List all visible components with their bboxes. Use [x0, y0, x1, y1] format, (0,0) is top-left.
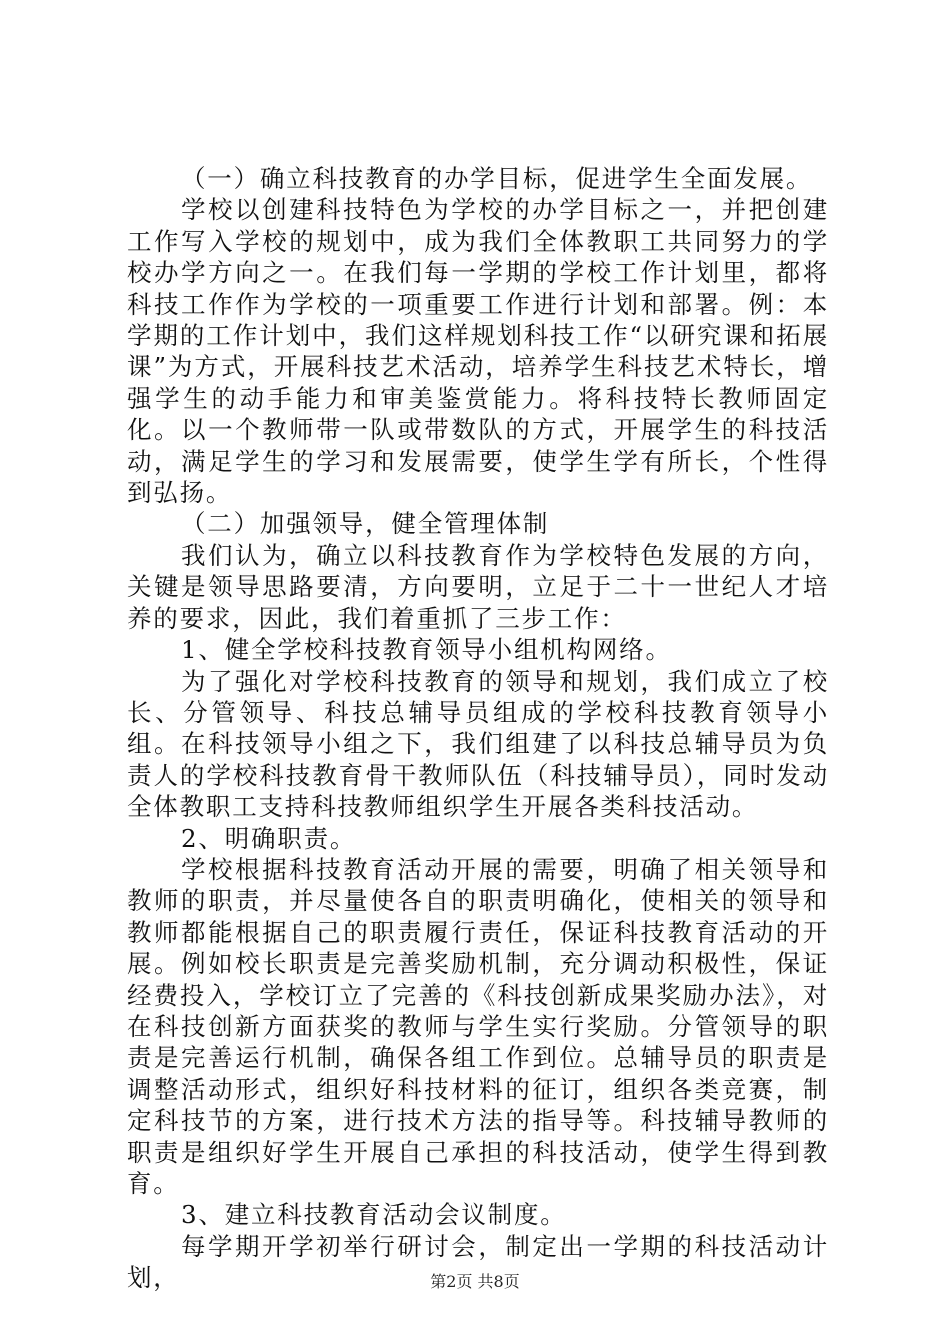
subheading-3: 3、建立科技教育活动会议制度。: [181, 1200, 567, 1230]
paragraph-3: 为了强化对学校科技教育的领导和规划，我们成立了校长、分管领导、科技总辅导员组成的学校科技教育领导小组。在科技领导小组之下，我们组建了以科技总辅导员为负责人的学校科技教育骨干教师队伍（科技辅导员），同时发动全体教职工支持科技教师组织学生开展各类科技活动。: [127, 666, 829, 822]
document-body: [127, 163, 829, 1294]
page-number-label: 第2页 共8页: [430, 1272, 520, 1291]
paragraph-4: 学校根据科技教育活动开展的需要，明确了相关领导和教师的职责，并尽量使各自的职责明确化，使相关的领导和教师都能根据自己的职责履行责任，保证科技教育活动的开展。例如校长职责是完善奖励机制，充分调动积极性，保证经费投入，学校订立了完善的《科技创新成果奖励办法》，对在科技创新方面获奖的教师与学生实行奖励。分管领导的职责是完善运行机制，确保各组工作到位。总辅导员的职责是调整活动形式，组织好科技材料的征订，组织各类竞赛，制定科技节的方案，进行技术方法的指导等。科技辅导教师的职责是组织好学生开展自己承担的科技活动，使学生得到教育。: [127, 854, 829, 1198]
subheading-2: 2、明确职责。: [181, 823, 357, 853]
section-heading-1: （一）确立科技教育的办学目标，促进学生全面发展。: [181, 164, 813, 193]
paragraph-2: 我们认为，确立以科技教育作为学校特色发展的方向，关键是领导思路要清，方向要明，立足于二十一世纪人才培养的要求，因此，我们着重抓了三步工作：: [127, 540, 829, 633]
page-footer: [0, 1272, 950, 1292]
subheading-1: 1、健全学校科技教育领导小组机构网络。: [181, 635, 672, 665]
section-heading-2: （二）加强领导，健全管理体制: [181, 509, 550, 539]
paragraph-1: 学校以创建科技特色为学校的办学目标之一，并把创建工作写入学校的规划中，成为我们全体教职工共同努力的学校办学方向之一。在我们每一学期的学校工作计划里，都将科技工作作为学校的一项重要工作进行计划和部署。例：本学期的工作计划中，我们这样规划科技工作“以研究课和拓展课”为方式，开展科技艺术活动，培养学生科技艺术特长，增强学生的动手能力和审美鉴赏能力。将科技特长教师固定化。以一个教师带一队或带数队的方式，开展学生的科技活动，满足学生的学习和发展需要，使学生学有所长，个性得到弘扬。: [127, 195, 829, 508]
paragraph-5: 每学期开学初举行研讨会，制定出一学期的科技活动计划，: [127, 1231, 829, 1293]
